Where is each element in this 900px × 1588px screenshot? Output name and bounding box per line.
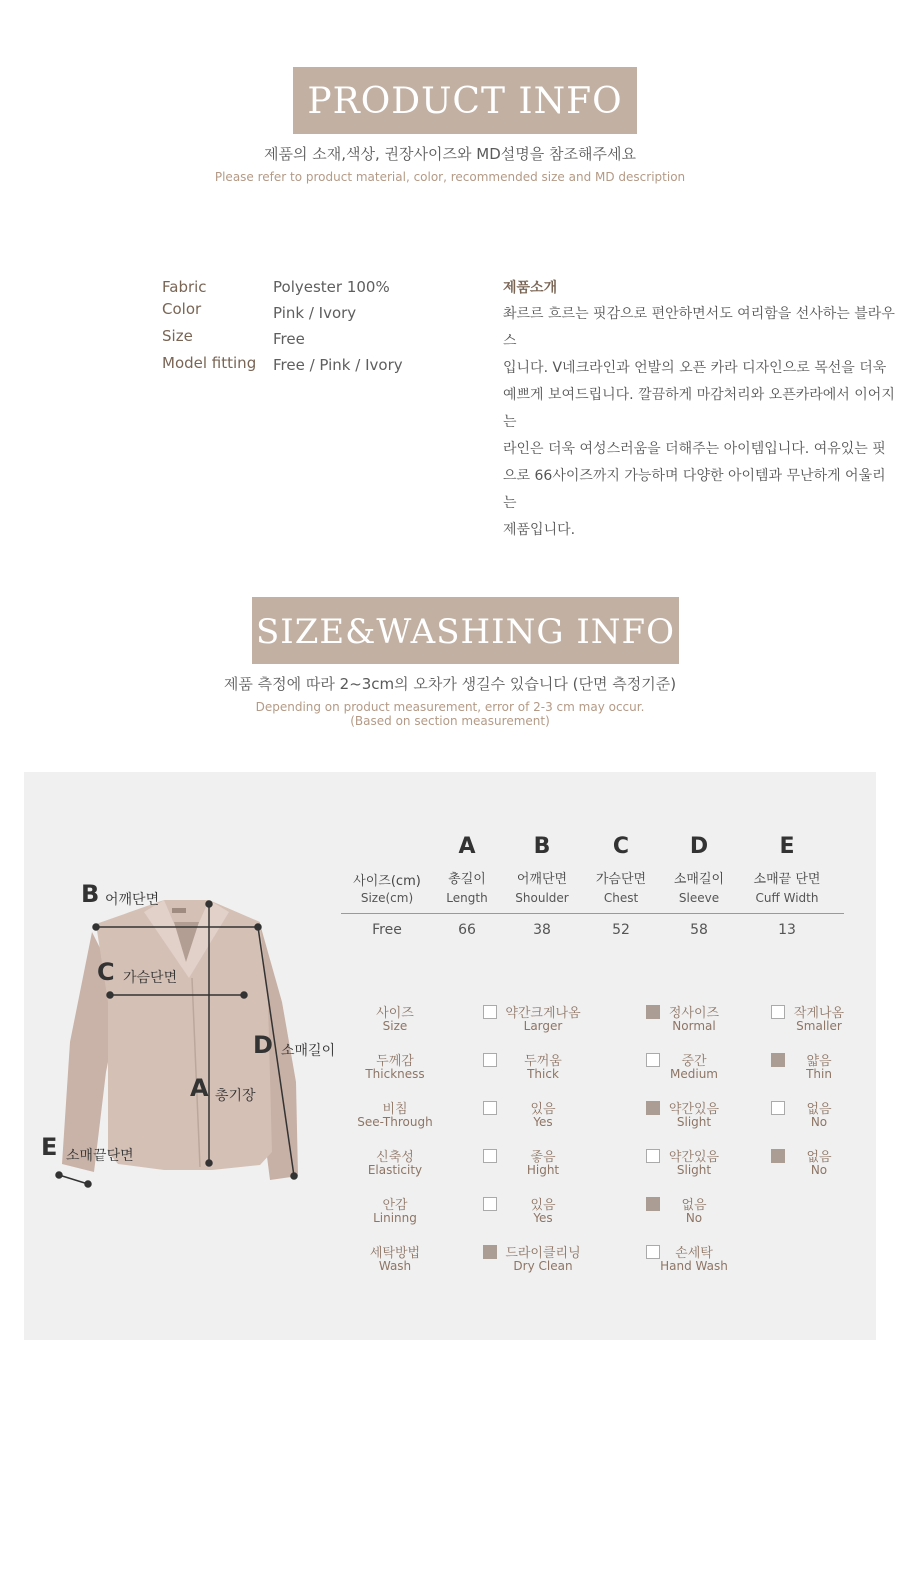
product-info-banner — [293, 67, 637, 134]
product-info-subtitle-kr: 제품의 소재,색상, 권장사이즈와 MD설명을 참조해주세요 — [264, 145, 636, 163]
size-info-subtitle-en-2: (Based on section measurement) — [350, 714, 550, 728]
size-header-en: Size(cm) — [360, 891, 414, 905]
spec-value-model-fitting: Free / Pink / Ivory — [273, 356, 403, 374]
option-label-en: Larger — [523, 1019, 563, 1033]
row-size-free: Free — [372, 922, 402, 938]
option-label-en: No — [810, 1163, 828, 1177]
attr-label-en: Thickness — [365, 1067, 425, 1081]
diagram-label-c: 가슴단면 — [123, 970, 178, 986]
option-label-en: Slight — [676, 1163, 712, 1177]
option-label-kr: 없음 — [806, 1102, 832, 1117]
intro-line: 라인은 더욱 여성스러움을 더해주는 아이템입니다. 여유있는 핏 — [503, 441, 886, 457]
intro-line: 예쁘게 보여드립니다. 깔끔하게 마감처리와 오픈카라에서 이어지는 — [503, 387, 895, 430]
column-letter-d: D — [689, 834, 709, 859]
option-label-kr: 드라이클리닝 — [505, 1246, 581, 1261]
attr-label-kr: 신축성 — [376, 1150, 414, 1165]
column-letter-c: C — [612, 834, 630, 859]
column-en-cuff-width: Cuff Width — [755, 891, 819, 905]
attr-label-kr: 두께감 — [376, 1054, 414, 1069]
intro-line: 제품입니다. — [503, 522, 576, 538]
attr-label-en: Wash — [378, 1259, 412, 1273]
diagram-letter-e: E — [41, 1133, 58, 1161]
attr-label-en: Elasticity — [367, 1163, 423, 1177]
spec-label-color: Color — [162, 300, 202, 318]
option-label-en: Slight — [676, 1115, 712, 1129]
attr-label-en: Lininng — [373, 1211, 417, 1225]
intro-text — [503, 301, 898, 544]
column-kr-shoulder: 어깨단면 — [516, 872, 568, 887]
option-label-kr: 중간 — [681, 1054, 707, 1069]
column-letter-a: A — [458, 834, 476, 859]
intro-line: 입니다. V네크라인과 언발의 오픈 카라 디자인으로 목선을 더욱 — [503, 360, 887, 376]
option-label-kr: 작게나옴 — [793, 1006, 845, 1021]
diagram-letter-b: B — [81, 880, 100, 908]
option-label-kr: 있음 — [530, 1102, 556, 1117]
option-label-en: Thin — [806, 1067, 832, 1081]
column-letter-b: B — [533, 834, 551, 859]
option-label-en: Thick — [527, 1067, 559, 1081]
diagram-letter-d: D — [253, 1031, 273, 1059]
value-cuff-width: 13 — [778, 922, 796, 938]
diagram-label-a: 총기장 — [215, 1088, 256, 1104]
diagram-label-b: 어깨단면 — [105, 892, 160, 908]
column-en-sleeve: Sleeve — [678, 891, 720, 905]
column-kr-length: 총길이 — [448, 872, 486, 887]
spec-label-model-fitting: Model fitting — [162, 354, 257, 372]
column-en-shoulder: Shoulder — [515, 891, 569, 905]
option-label-en: Yes — [533, 1115, 553, 1129]
size-info-banner — [252, 597, 679, 664]
option-label-kr: 있음 — [530, 1198, 556, 1213]
column-en-chest: Chest — [603, 891, 639, 905]
column-en-length: Length — [446, 891, 488, 905]
option-label-kr: 좋음 — [530, 1150, 556, 1165]
attr-label-en: See-Through — [357, 1115, 433, 1129]
option-label-kr: 약간있음 — [668, 1150, 720, 1165]
intro-line: 촤르르 흐르는 핏감으로 편안하면서도 여리함을 선사하는 블라우스 — [503, 306, 895, 349]
attr-label-en: Size — [382, 1019, 408, 1033]
option-label-en: Hight — [526, 1163, 560, 1177]
diagram-letter-a: A — [190, 1074, 209, 1102]
attr-label-kr: 사이즈 — [376, 1006, 414, 1021]
size-info-title: SIZE&WASHING INFO — [256, 612, 675, 652]
option-label-en: Smaller — [796, 1019, 842, 1033]
option-label-kr: 얇음 — [806, 1054, 832, 1069]
option-label-en: Yes — [533, 1211, 553, 1225]
option-label-kr: 없음 — [681, 1198, 707, 1213]
diagram-label-e: 소매끝단면 — [66, 1148, 134, 1164]
table-divider — [341, 913, 844, 914]
intro-line: 으로 66사이즈까지 가능하며 다양한 아이템과 무난하게 어울리는 — [503, 468, 886, 511]
product-info-title: PRODUCT INFO — [307, 81, 623, 122]
option-label-kr: 약간크게나옴 — [505, 1006, 581, 1021]
option-label-en: No — [810, 1115, 828, 1129]
column-kr-cuff-width: 소매끝 단면 — [753, 872, 821, 887]
option-label-kr: 없음 — [806, 1150, 832, 1165]
size-info-subtitle-en-1: Depending on product measurement, error of 2-3 cm may occur. — [255, 700, 645, 714]
attr-label-kr: 세탁방법 — [369, 1246, 421, 1261]
attr-label-kr: 비침 — [382, 1102, 408, 1117]
spec-value-color: Pink / Ivory — [273, 304, 357, 322]
diagram-letter-c: C — [97, 958, 115, 986]
column-kr-chest: 가슴단면 — [595, 872, 647, 887]
diagram-label-d: 소매길이 — [281, 1043, 336, 1059]
option-label-kr: 두꺼움 — [524, 1054, 562, 1069]
option-label-kr: 손세탁 — [675, 1246, 713, 1261]
option-label-kr: 약간있음 — [668, 1102, 720, 1117]
column-letter-e: E — [779, 834, 795, 859]
option-label-en: Hand Wash — [660, 1259, 728, 1273]
spec-value-size: Free — [273, 330, 305, 348]
column-kr-sleeve: 소매길이 — [673, 872, 725, 887]
option-label-kr: 정사이즈 — [668, 1006, 720, 1021]
size-header-kr: 사이즈(cm) — [353, 874, 421, 889]
value-sleeve: 58 — [690, 922, 708, 938]
spec-label-size: Size — [162, 327, 193, 345]
spec-label-fabric: Fabric — [162, 278, 207, 296]
intro-title: 제품소개 — [503, 280, 558, 296]
product-info-subtitle-en: Please refer to product material, color, recommended size and MD description — [214, 170, 686, 184]
option-label-en: Medium — [670, 1067, 718, 1081]
option-label-en: Dry Clean — [513, 1259, 573, 1273]
value-chest: 52 — [612, 922, 630, 938]
value-length: 66 — [458, 922, 476, 938]
attr-label-kr: 안감 — [382, 1198, 408, 1213]
option-label-en: Normal — [672, 1019, 716, 1033]
size-info-subtitle-kr: 제품 측정에 따라 2~3cm의 오차가 생길수 있습니다 (단면 측정기준) — [223, 675, 677, 693]
option-label-en: No — [685, 1211, 703, 1225]
value-shoulder: 38 — [533, 922, 551, 938]
spec-value-fabric: Polyester 100% — [273, 278, 390, 296]
